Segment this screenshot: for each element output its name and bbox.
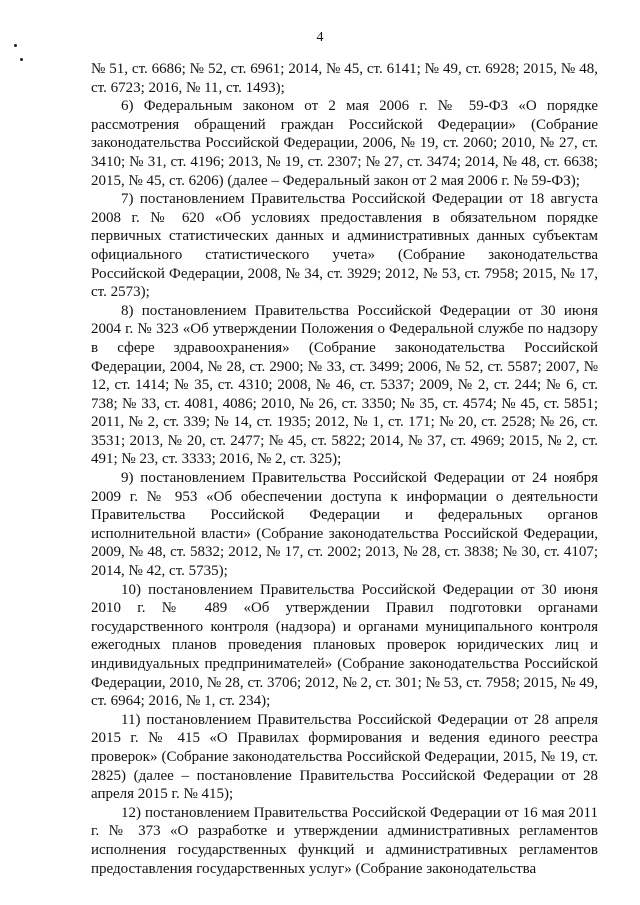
scan-artifact-dot <box>20 58 23 61</box>
paragraph-item-9: 9) постановлением Правительства Российской Федерации от 24 ноября 2009 г. № 953 «Об обеспечении доступа к информации о деятельности Правительства Российской Федерации и федеральных органов исполнительной власти» (Собрание законодательства Российской Федерации, 2009, № 48, ст. 5832; 2012, № 17, ст. 2002; 2013, № 28, ст. 3838; № 30, ст. 4107; 2014, № 42, ст. 5735); <box>91 470 598 580</box>
scan-artifact-dot <box>14 44 17 47</box>
paragraph-item-7: 7) постановлением Правительства Российской Федерации от 18 августа 2008 г. № 620 «Об условиях предоставления в обязательном порядке первичных статистических данных и административных данных субъектам официального статистического учета» (Собрание законодательства Российской Федерации, 2008, № 34, ст. 3929; 2012, № 53, ст. 7958; 2015, № 17, ст. 2573); <box>91 191 598 301</box>
paragraph-item-8: 8) постановлением Правительства Российской Федерации от 30 июня 2004 г. № 323 «Об утверждении Положения о Федеральной службе по надзору в сфере здравоохранения» (Собрание законодательства Российской Федерации, 2004, № 28, ст. 2900; № 33, ст. 3499; 2006, № 52, ст. 5587; 2007, № 12, ст. 1414; № 35, ст. 4310; 2008, № 46, ст. 5337; 2009, № 2, ст. 244; № 6, ст. 738; № 33, ст. 4081, 4086; 2010, № 26, ст. 3350; № 35, ст. 4574; № 45, ст. 5851; 2011, № 2, ст. 339; № 14, ст. 1935; 2012, № 1, ст. 171; № 20, ст. 2528; № 26, ст. 3531; 2013, № 20, ст. 2477; № 45, ст. 5822; 2014, № 37, ст. 4969; 2015, № 2, ст. 491; № 23, ст. 3333; 2016, № 2, ст. 325); <box>91 302 598 468</box>
paragraph-item-12: 12) постановлением Правительства Российской Федерации от 16 мая 2011 г. № 373 «О разработке и утверждении административных регламентов исполнения государственных функций и административных регламентов предоставления государственных услуг» (Собрание законодательства <box>91 804 598 877</box>
document-body <box>91 60 598 878</box>
paragraph-item-6: 6) Федеральным законом от 2 мая 2006 г. № 59-ФЗ «О порядке рассмотрения обращений граждан Российской Федерации» (Собрание законодательства Российской Федерации, 2006, № 19, ст. 2060; 2010, № 27, ст. 3410; № 31, ст. 4196; 2013, № 19, ст. 2307; № 27, ст. 3474; 2014, № 48, ст. 6638; 2015, № 45, ст. 6206) (далее – Федеральный закон от 2 мая 2006 г. № 59-ФЗ); <box>91 98 598 189</box>
paragraph-continuation: № 51, ст. 6686; № 52, ст. 6961; 2014, № 45, ст. 6141; № 49, ст. 6928; 2015, № 48, ст. 6723; 2016, № 11, ст. 1493); <box>91 61 598 96</box>
paragraph-item-10: 10) постановлением Правительства Российской Федерации от 30 июня 2010 г. № 489 «Об утверждении Правил подготовки органами государственного контроля (надзора) и органами муниципального контроля ежегодных планов проведения плановых проверок юридических лиц и индивидуальных предпринимателей» (Собрание законодательства Российской Федерации, 2010, № 28, ст. 3706; 2012, № 2, ст. 301; № 53, ст. 7958; 2015, № 49, ст. 6964; 2016, № 1, ст. 234); <box>91 581 598 710</box>
page-number: 4 <box>316 30 324 45</box>
paragraph-item-11: 11) постановлением Правительства Российской Федерации от 28 апреля 2015 г. № 415 «О Правилах формирования и ведения единого реестра проверок» (Собрание законодательства Российской Федерации, 2015, № 19, ст. 2825) (далее – постановление Правительства Российской Федерации от 28 апреля 2015 г. № 415); <box>91 711 598 803</box>
